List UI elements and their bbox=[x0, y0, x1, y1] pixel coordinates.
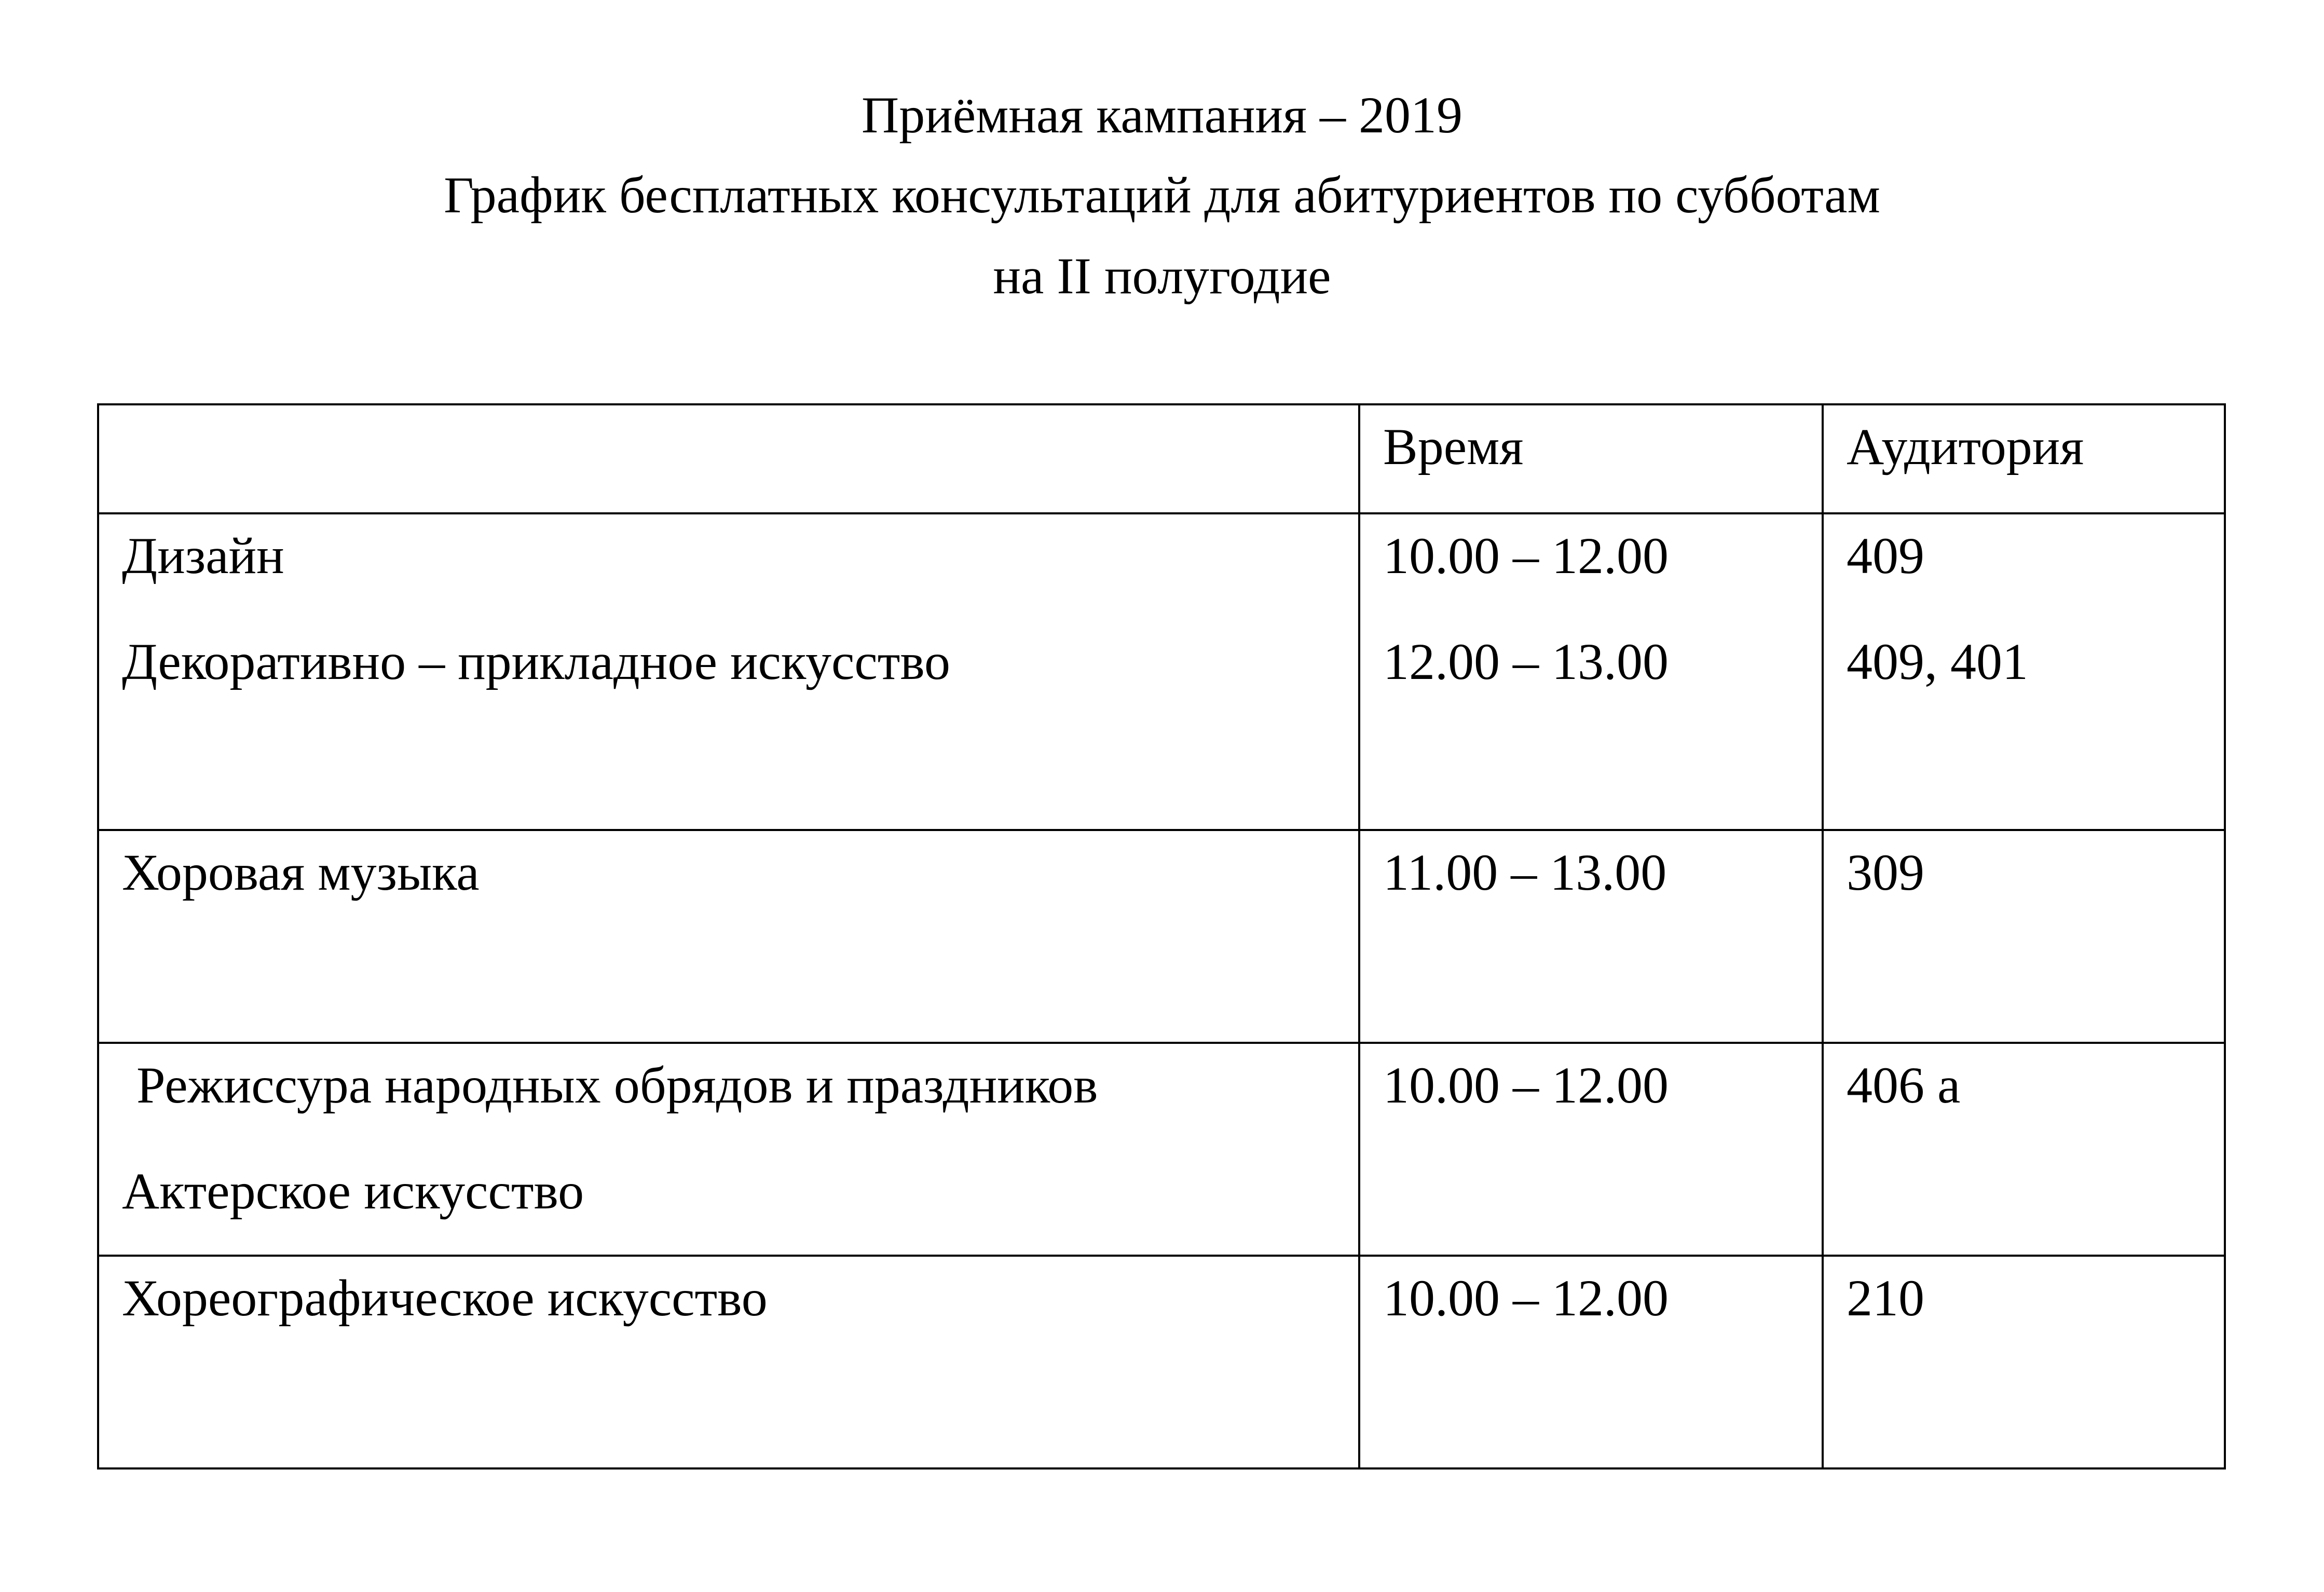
table-row bbox=[98, 830, 2225, 1043]
program-cell bbox=[98, 830, 1359, 1043]
header-cell-time: Время bbox=[1359, 404, 1823, 513]
header-cell-program bbox=[98, 404, 1359, 513]
program-name: Актерское искусство bbox=[122, 1162, 584, 1220]
time-cell bbox=[1359, 513, 1823, 830]
room-value: 210 bbox=[1847, 1269, 1924, 1327]
room-value: 409, 401 bbox=[1847, 633, 2028, 690]
program-name: Режиссура народных обрядов и праздников bbox=[136, 1056, 1098, 1114]
time-cell bbox=[1359, 1256, 1823, 1468]
room-cell bbox=[1823, 830, 2225, 1043]
header-cell-room: Аудитория bbox=[1823, 404, 2225, 513]
time-value: 10.00 – 12.00 bbox=[1383, 527, 1669, 584]
program-cell bbox=[98, 1256, 1359, 1468]
room-value: 409 bbox=[1847, 527, 1924, 584]
document-period: на II полугодие bbox=[993, 247, 1331, 305]
table-header-row bbox=[98, 404, 2225, 513]
room-value: 309 bbox=[1847, 843, 1924, 901]
time-value: 10.00 – 12.00 bbox=[1383, 1056, 1669, 1114]
room-value: 406 а bbox=[1847, 1056, 1961, 1114]
room-cell bbox=[1823, 1256, 2225, 1468]
room-cell bbox=[1823, 513, 2225, 830]
room-cell bbox=[1823, 1043, 2225, 1256]
time-cell bbox=[1359, 1043, 1823, 1256]
program-name: Дизайн bbox=[122, 527, 284, 584]
program-name: Декоративно – прикладное искусство bbox=[122, 633, 951, 690]
program-name: Хореографическое искусство bbox=[122, 1269, 768, 1327]
program-name: Хоровая музыка bbox=[122, 843, 480, 901]
table-row bbox=[98, 1043, 2225, 1256]
document-title: Приёмная кампания – 2019 bbox=[862, 86, 1462, 144]
time-value: 10.00 – 12.00 bbox=[1383, 1269, 1669, 1327]
time-cell bbox=[1359, 830, 1823, 1043]
table-row bbox=[98, 1256, 2225, 1468]
time-value: 12.00 – 13.00 bbox=[1383, 633, 1669, 690]
consultation-schedule-table bbox=[97, 403, 2226, 1469]
table-row bbox=[98, 513, 2225, 830]
program-cell bbox=[98, 1043, 1359, 1256]
time-value: 11.00 – 13.00 bbox=[1383, 843, 1667, 901]
program-cell bbox=[98, 513, 1359, 830]
document-subtitle: График бесплатных консультаций для абитуриентов по субботам bbox=[444, 166, 1880, 224]
